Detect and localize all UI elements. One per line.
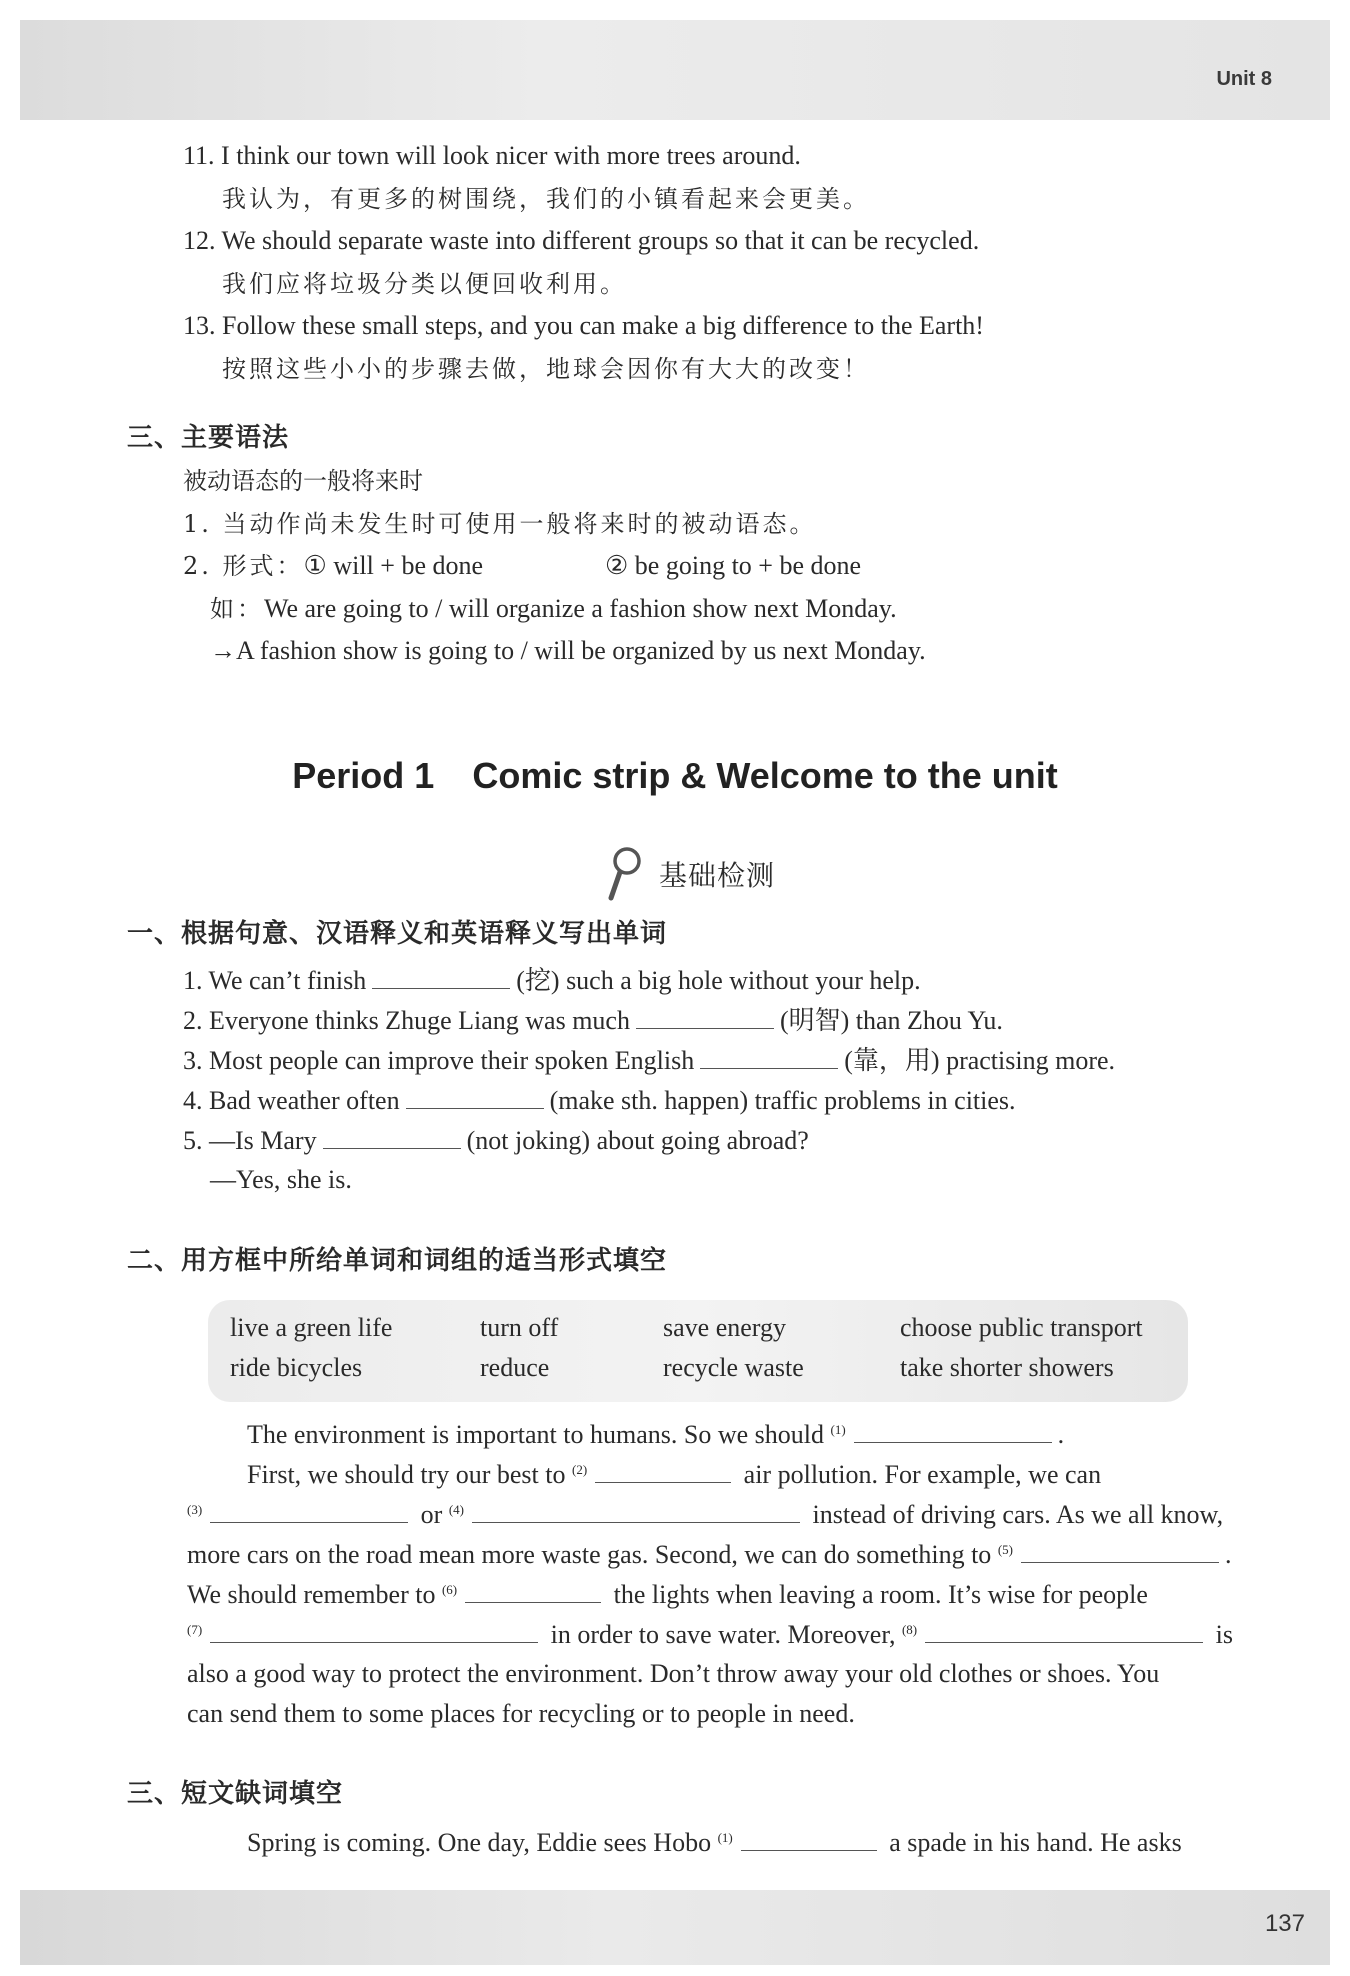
word-option: take shorter showers: [900, 1353, 1114, 1382]
unit-label: Unit 8: [1216, 68, 1272, 90]
page-number: 137: [1264, 1910, 1305, 1937]
answer-blank[interactable]: [323, 1124, 461, 1149]
blank-marker: (5): [997, 1542, 1013, 1557]
exercise-text: 1. We can’t finish: [183, 966, 367, 995]
answer-blank[interactable]: [210, 1618, 538, 1643]
passage-line: [187, 1618, 1233, 1651]
exercise-item: [183, 964, 921, 997]
word-box: [208, 1300, 1188, 1402]
answer-blank[interactable]: [925, 1618, 1203, 1643]
grammar-point-2: [183, 550, 483, 582]
exercise-text: (not joking) about going abroad?: [466, 1126, 809, 1155]
answer-blank[interactable]: [636, 1004, 774, 1029]
passage-text: The environment is important to humans. So we should: [247, 1420, 824, 1449]
passage-line: [187, 1578, 1148, 1611]
period-number: Period 1: [292, 755, 435, 796]
exercise-answer: —Yes, she is.: [210, 1165, 352, 1194]
passage-text: or: [420, 1500, 443, 1529]
passage-text: First, we should try our best to: [247, 1460, 566, 1489]
footer-band: [20, 1890, 1330, 1965]
word-option: choose public transport: [900, 1313, 1143, 1342]
word-option: ride bicycles: [230, 1353, 363, 1382]
answer-blank[interactable]: [1021, 1538, 1219, 1563]
blank-marker: (2): [572, 1462, 588, 1477]
answer-blank[interactable]: [210, 1498, 408, 1523]
exercise-text: 2. Everyone thinks Zhuge Liang was much: [183, 1006, 630, 1035]
passage-line: more cars on the road mean more waste gas. Second, we can do something to $^{(5)}$ .: [187, 1540, 1232, 1569]
word-option: live a green life: [230, 1313, 393, 1342]
exercise-item: [183, 1124, 809, 1157]
passage-line: [187, 1498, 1223, 1531]
passage-text: in order to save water. Moreover,: [550, 1620, 896, 1649]
passage-text: a spade in his hand. He asks: [889, 1828, 1182, 1857]
exercise-item: [183, 1044, 1115, 1077]
basic-check: [605, 845, 775, 903]
passage-line: also a good way to protect the environment. Don’t throw away your old clothes or shoes. You: [187, 1659, 1160, 1688]
grammar-subheading: 被动语态的一般将来时: [183, 467, 423, 495]
sentence-cn: 我认为，有更多的树围绕，我们的小镇看起来会更美。: [222, 185, 870, 213]
passage-line: The environment is important to humans. So we should $^{(1)}$ .: [247, 1420, 1065, 1449]
word-option: reduce: [480, 1353, 550, 1382]
grammar-form-2: ② be going to + be done: [605, 551, 862, 580]
passage-text: more cars on the road mean more waste gas. Second, we can do something to: [187, 1540, 992, 1569]
grammar-example: [210, 593, 897, 625]
blank-marker: (1): [830, 1422, 846, 1437]
passage-text: the lights when leaving a room. It’s wise for people: [613, 1580, 1148, 1609]
answer-blank[interactable]: [472, 1498, 800, 1523]
sentence-en: 12. We should separate waste into different groups so that it can be recycled.: [183, 226, 980, 255]
sentence-cn: 按照这些小小的步骤去做，地球会因你有大大的改变！: [222, 355, 870, 383]
passage-text: is: [1215, 1620, 1233, 1649]
passage-text: Spring is coming. One day, Eddie sees Hobo: [247, 1828, 712, 1857]
answer-blank[interactable]: [406, 1084, 544, 1109]
exercise-item: [183, 1084, 1016, 1117]
passage-text: instead of driving cars. As we all know,: [812, 1500, 1224, 1529]
magnifier-icon: [605, 845, 645, 903]
sentence-en: 13. Follow these small steps, and you can make a big difference to the Earth!: [183, 311, 984, 340]
blank-marker: (4): [448, 1502, 465, 1517]
sentence-en: 11. I think our town will look nicer with more trees around.: [183, 141, 801, 170]
passage-text: air pollution. For example, we can: [743, 1460, 1102, 1489]
blank-marker: (1): [717, 1830, 733, 1845]
exercise-text: 5. —Is Mary: [183, 1126, 317, 1155]
answer-blank[interactable]: [700, 1044, 838, 1069]
word-option: turn off: [480, 1313, 559, 1342]
blank-marker: (8): [901, 1622, 918, 1637]
grammar-form-1: ① will + be done: [303, 551, 484, 580]
sentence-cn: 我们应将垃圾分类以便回收利用。: [222, 270, 627, 298]
header-band: [20, 20, 1330, 120]
answer-blank[interactable]: [854, 1418, 1052, 1443]
answer-blank[interactable]: [595, 1458, 731, 1483]
exercise-text: (靠，用) practising more.: [844, 1046, 1116, 1075]
grammar-example-label: 如：: [210, 595, 264, 623]
grammar-example-1: We are going to / will organize a fashion show next Monday.: [264, 594, 897, 623]
section3-heading: 三、短文缺词填空: [127, 1779, 344, 1809]
basic-check-label: 基础检测: [659, 859, 776, 892]
grammar-point-1: 1. 当动作尚未发生时可使用一般将来时的被动语态。: [183, 510, 817, 538]
blank-marker: (6): [441, 1582, 458, 1597]
word-option: save energy: [663, 1313, 786, 1342]
section1-heading: 一、根据句意、汉语释义和英语释义写出单词: [127, 919, 668, 949]
exercise-text: (明智) than Zhou Yu.: [779, 1006, 1003, 1035]
period-name: Comic strip & Welcome to the unit: [472, 755, 1058, 796]
word-option: recycle waste: [663, 1353, 804, 1382]
blank-marker: (3): [187, 1502, 203, 1517]
passage-line: [247, 1826, 1182, 1859]
section2-heading: 二、用方框中所给单词和词组的适当形式填空: [127, 1246, 668, 1276]
passage-line: [247, 1458, 1101, 1491]
answer-blank[interactable]: [372, 964, 510, 989]
answer-blank[interactable]: [465, 1578, 601, 1603]
answer-blank[interactable]: [741, 1826, 877, 1851]
period-title: [0, 755, 1350, 797]
grammar-heading: 三、主要语法: [127, 423, 290, 453]
passage-line: can send them to some places for recycling or to people in need.: [187, 1699, 855, 1728]
grammar-example-2: →A fashion show is going to / will be organized by us next Monday.: [210, 636, 926, 665]
exercise-text: 3. Most people can improve their spoken English: [183, 1046, 695, 1075]
grammar-point-2-label: 2. 形式：: [183, 552, 304, 580]
exercise-text: (make sth. happen) traffic problems in cities.: [549, 1086, 1016, 1115]
passage-text: We should remember to: [187, 1580, 436, 1609]
exercise-text: 4. Bad weather often: [183, 1086, 400, 1115]
exercise-text: (挖) such a big hole without your help.: [516, 966, 921, 995]
exercise-item: [183, 1004, 1003, 1037]
blank-marker: (7): [187, 1622, 203, 1637]
